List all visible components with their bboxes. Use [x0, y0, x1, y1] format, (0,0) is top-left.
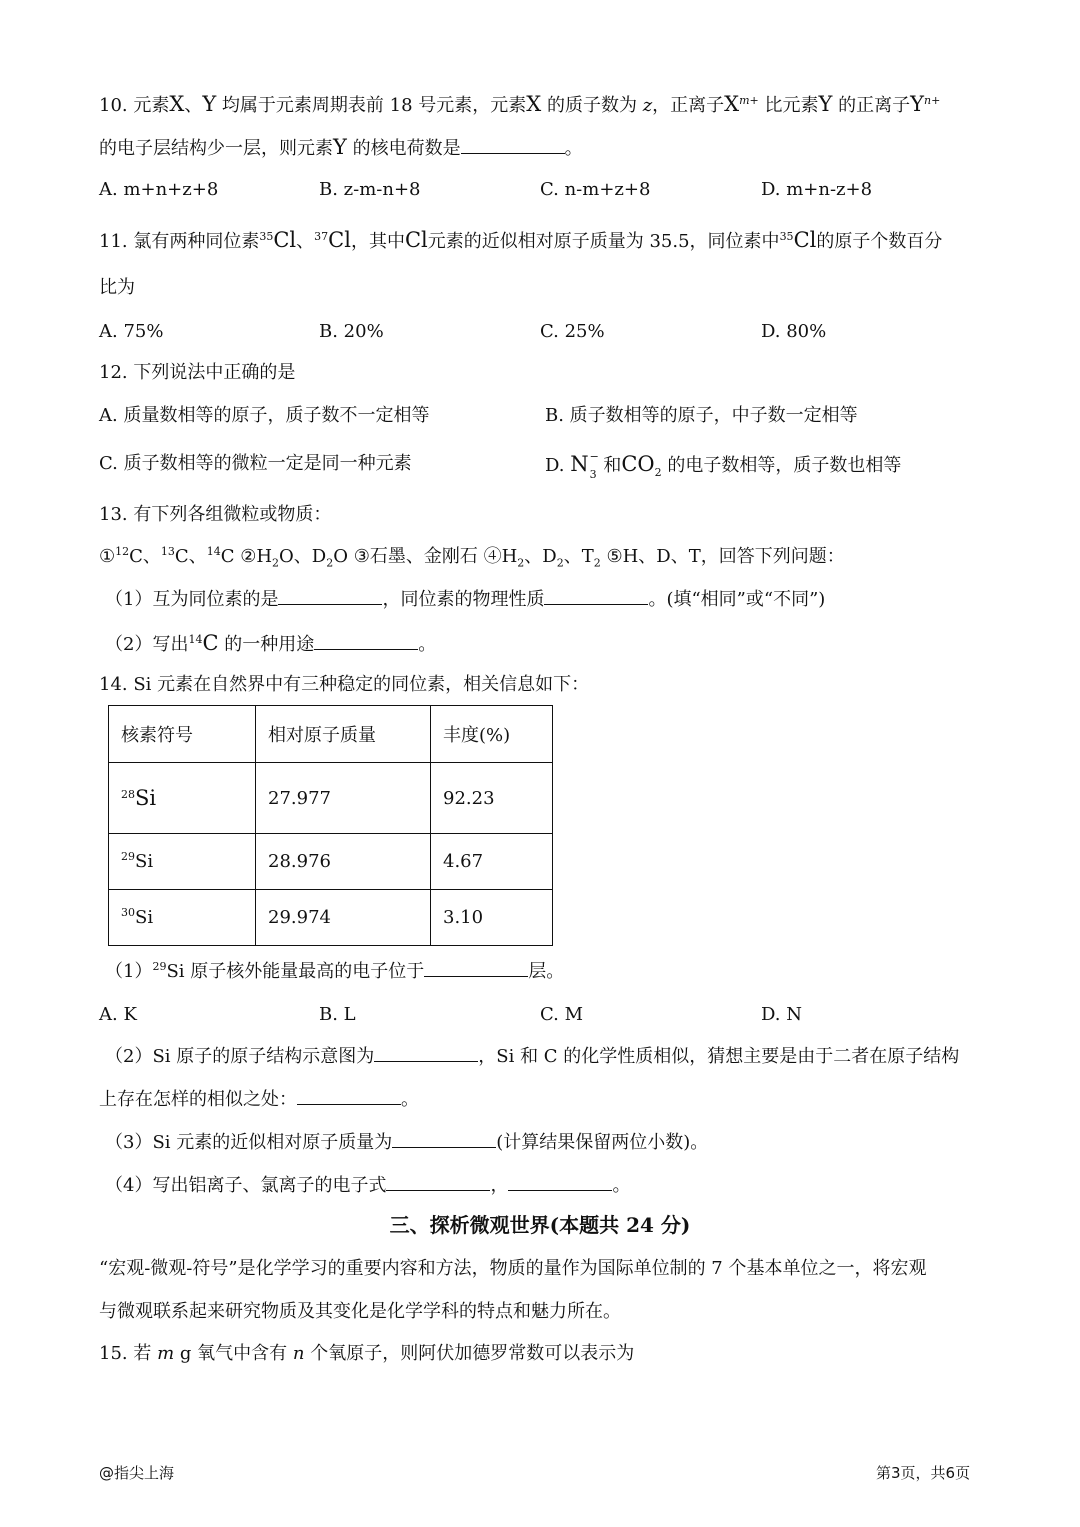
answer-blank[interactable] — [278, 588, 382, 605]
answer-blank[interactable] — [424, 960, 528, 977]
symbol-cl: Cl — [273, 228, 297, 252]
table-cell: $^{29}$Si — [109, 834, 256, 890]
q13-part2: （2）写出$^{14}$C 的一种用途 。 — [105, 631, 437, 655]
answer-blank[interactable] — [297, 1088, 401, 1105]
q12-option-c[interactable]: C. 质子数相等的微粒一定是同一种元素 — [99, 453, 412, 474]
q10-text: 10. 元素 — [99, 95, 170, 116]
q10-option-a[interactable]: A. m+n+z+8 — [99, 179, 219, 200]
page-number: 第3页，共6页 — [876, 1464, 971, 1482]
q12-option-a[interactable]: A. 质量数相等的原子，质子数不一定相等 — [99, 405, 430, 426]
q10-option-d[interactable]: D. m+n-z+8 — [761, 179, 873, 200]
q15-stem: 15. 若 m g 氧气中含有 n 个氧原子，则阿伏加德罗常数可以表示为 — [99, 1343, 635, 1364]
isotope-table — [108, 705, 553, 946]
table-cell: 92.23 — [431, 763, 553, 834]
answer-blank[interactable] — [508, 1174, 612, 1191]
q14-stem: 14. Si 元素在自然界中有三种稳定的同位素，相关信息如下： — [99, 674, 590, 695]
option-label: D. — [545, 455, 565, 476]
q11-text: 11. 氯有两种同位素 — [99, 231, 260, 252]
q11-option-b[interactable]: B. 20% — [319, 321, 384, 342]
table-cell: 27.977 — [256, 763, 431, 834]
q10-text: 的质子数为 — [541, 95, 637, 116]
mass-number: 35 — [779, 230, 794, 243]
symbol-cl: Cl — [404, 228, 428, 252]
section-intro: “宏观-微观-符号”是化学学习的重要内容和方法，物质的量作为国际单位制的 7 个基本单位之一，将宏观 — [99, 1258, 927, 1279]
answer-blank[interactable] — [392, 1131, 496, 1148]
symbol-z: z — [642, 95, 653, 116]
q10-text: 。 — [564, 138, 583, 159]
q10-text: 比元素 — [758, 95, 819, 116]
q12-option-b[interactable]: B. 质子数相等的原子，中子数一定相等 — [545, 405, 858, 426]
q12-text: 的电子数相等，质子数也相等 — [661, 455, 902, 476]
table-cell: $^{28}$Si — [109, 763, 256, 834]
q14-part4: （4）写出铝离子、氯离子的电子式 ， 。 — [105, 1175, 631, 1196]
q10-line2 — [99, 135, 583, 161]
table-header: 丰度(%) — [431, 706, 553, 763]
symbol-x: X — [526, 92, 542, 116]
q11-line1 — [99, 228, 942, 254]
table-cell: 28.976 — [256, 834, 431, 890]
q11-text: 的原子个数百分 — [816, 231, 943, 252]
answer-blank[interactable] — [314, 633, 418, 650]
answer-blank[interactable] — [386, 1174, 490, 1191]
q13-stem: 13. 有下列各组微粒或物质： — [99, 504, 332, 525]
symbol-y: Y — [910, 92, 924, 116]
answer-blank[interactable] — [544, 588, 648, 605]
q14-option-d[interactable]: D. N — [761, 1004, 802, 1025]
symbol-x: X — [169, 92, 185, 116]
q10-text: 的电子层结构少一层，则元素 — [99, 138, 333, 159]
q11-option-c[interactable]: C. 25% — [540, 321, 605, 342]
table-cell: 29.974 — [256, 890, 431, 946]
table-header-row — [109, 706, 553, 763]
answer-blank[interactable] — [374, 1045, 478, 1062]
charge-superscript: n+ — [924, 94, 941, 107]
q11-option-d[interactable]: D. 80% — [761, 321, 827, 342]
formula-n3: N − 3 — [570, 450, 599, 481]
table-cell: $^{30}$Si — [109, 890, 256, 946]
q12-stem: 12. 下列说法中正确的是 — [99, 362, 296, 383]
q10-text: 均属于元素周期表前 18 号元素，元素 — [216, 95, 527, 116]
q14-option-b[interactable]: B. L — [319, 1004, 356, 1025]
symbol-cl: Cl — [793, 228, 817, 252]
q10-text: 、 — [184, 95, 203, 116]
table-row — [109, 890, 553, 946]
symbol-cl: Cl — [328, 228, 351, 252]
footer-source: @指尖上海 — [99, 1464, 175, 1482]
section-title: 三、探析微观世界(本题共 24 分) — [389, 1213, 691, 1237]
symbol-y: Y — [818, 92, 833, 116]
q10-option-c[interactable]: C. n-m+z+8 — [540, 179, 651, 200]
charge-superscript: m+ — [739, 94, 759, 107]
section-intro: 与微观联系起来研究物质及其变化是化学学科的特点和魅力所在。 — [99, 1301, 621, 1322]
q13-groups: ①$^{12}$C、$^{13}$C、$^{14}$C $②H_2O$、$D_2O$ ③石墨、金刚石 $④H_2$、$D_2$、$T_2$ ⑤H、D、T，回答下列问题： — [99, 545, 845, 570]
q14-option-a[interactable]: A. K — [99, 1004, 137, 1025]
table-row — [109, 763, 553, 834]
q10-line1 — [99, 92, 940, 118]
q12-option-d[interactable] — [545, 450, 902, 481]
q12-text: 和 — [597, 455, 622, 476]
mass-number: 35 — [259, 230, 274, 243]
q11-text: ，其中 — [350, 231, 405, 252]
symbol-y: Y — [202, 92, 217, 116]
q14-part3: （3）Si 元素的近似相对原子质量为 (计算结果保留两位小数)。 — [105, 1132, 709, 1153]
table-header: 核素符号 — [109, 706, 256, 763]
table-row — [109, 834, 553, 890]
q14-option-c[interactable]: C. M — [540, 1004, 584, 1025]
q10-text: 的核电荷数是 — [346, 138, 461, 159]
answer-blank[interactable] — [461, 137, 565, 154]
q10-option-b[interactable]: B. z-m-n+8 — [319, 179, 421, 200]
table-cell: 4.67 — [431, 834, 553, 890]
q11-text: 元素的近似相对原子质量为 35.5，同位素中 — [427, 231, 780, 252]
q10-text: 的正离子 — [832, 95, 911, 116]
q14-part1: $(1)^{29}Si$ 原子核外能量最高的电子位于 层。 — [105, 960, 565, 982]
mass-number: 37 — [314, 230, 329, 243]
symbol-y: Y — [333, 135, 347, 159]
q13-part1: （1）互为同位素的是 ，同位素的物理性质 。(填“相同”或“不同”) — [105, 589, 826, 610]
q10-text: ，正离子 — [652, 95, 725, 116]
q14-part2-line2: 上存在怎样的相似之处： 。 — [99, 1089, 419, 1110]
formula-co2: $CO_2$ — [621, 452, 662, 480]
q11-line2: 比为 — [99, 277, 135, 298]
table-cell: 3.10 — [431, 890, 553, 946]
q14-part2: （2）Si 原子的原子结构示意图为 ，Si 和 C 的化学性质相似，猜想主要是由于二者在原子结构 — [105, 1046, 960, 1067]
q11-text: 、 — [296, 231, 315, 252]
q11-option-a[interactable]: A. 75% — [99, 321, 164, 342]
table-header: 相对原子质量 — [256, 706, 431, 763]
symbol-x: X — [724, 92, 740, 116]
